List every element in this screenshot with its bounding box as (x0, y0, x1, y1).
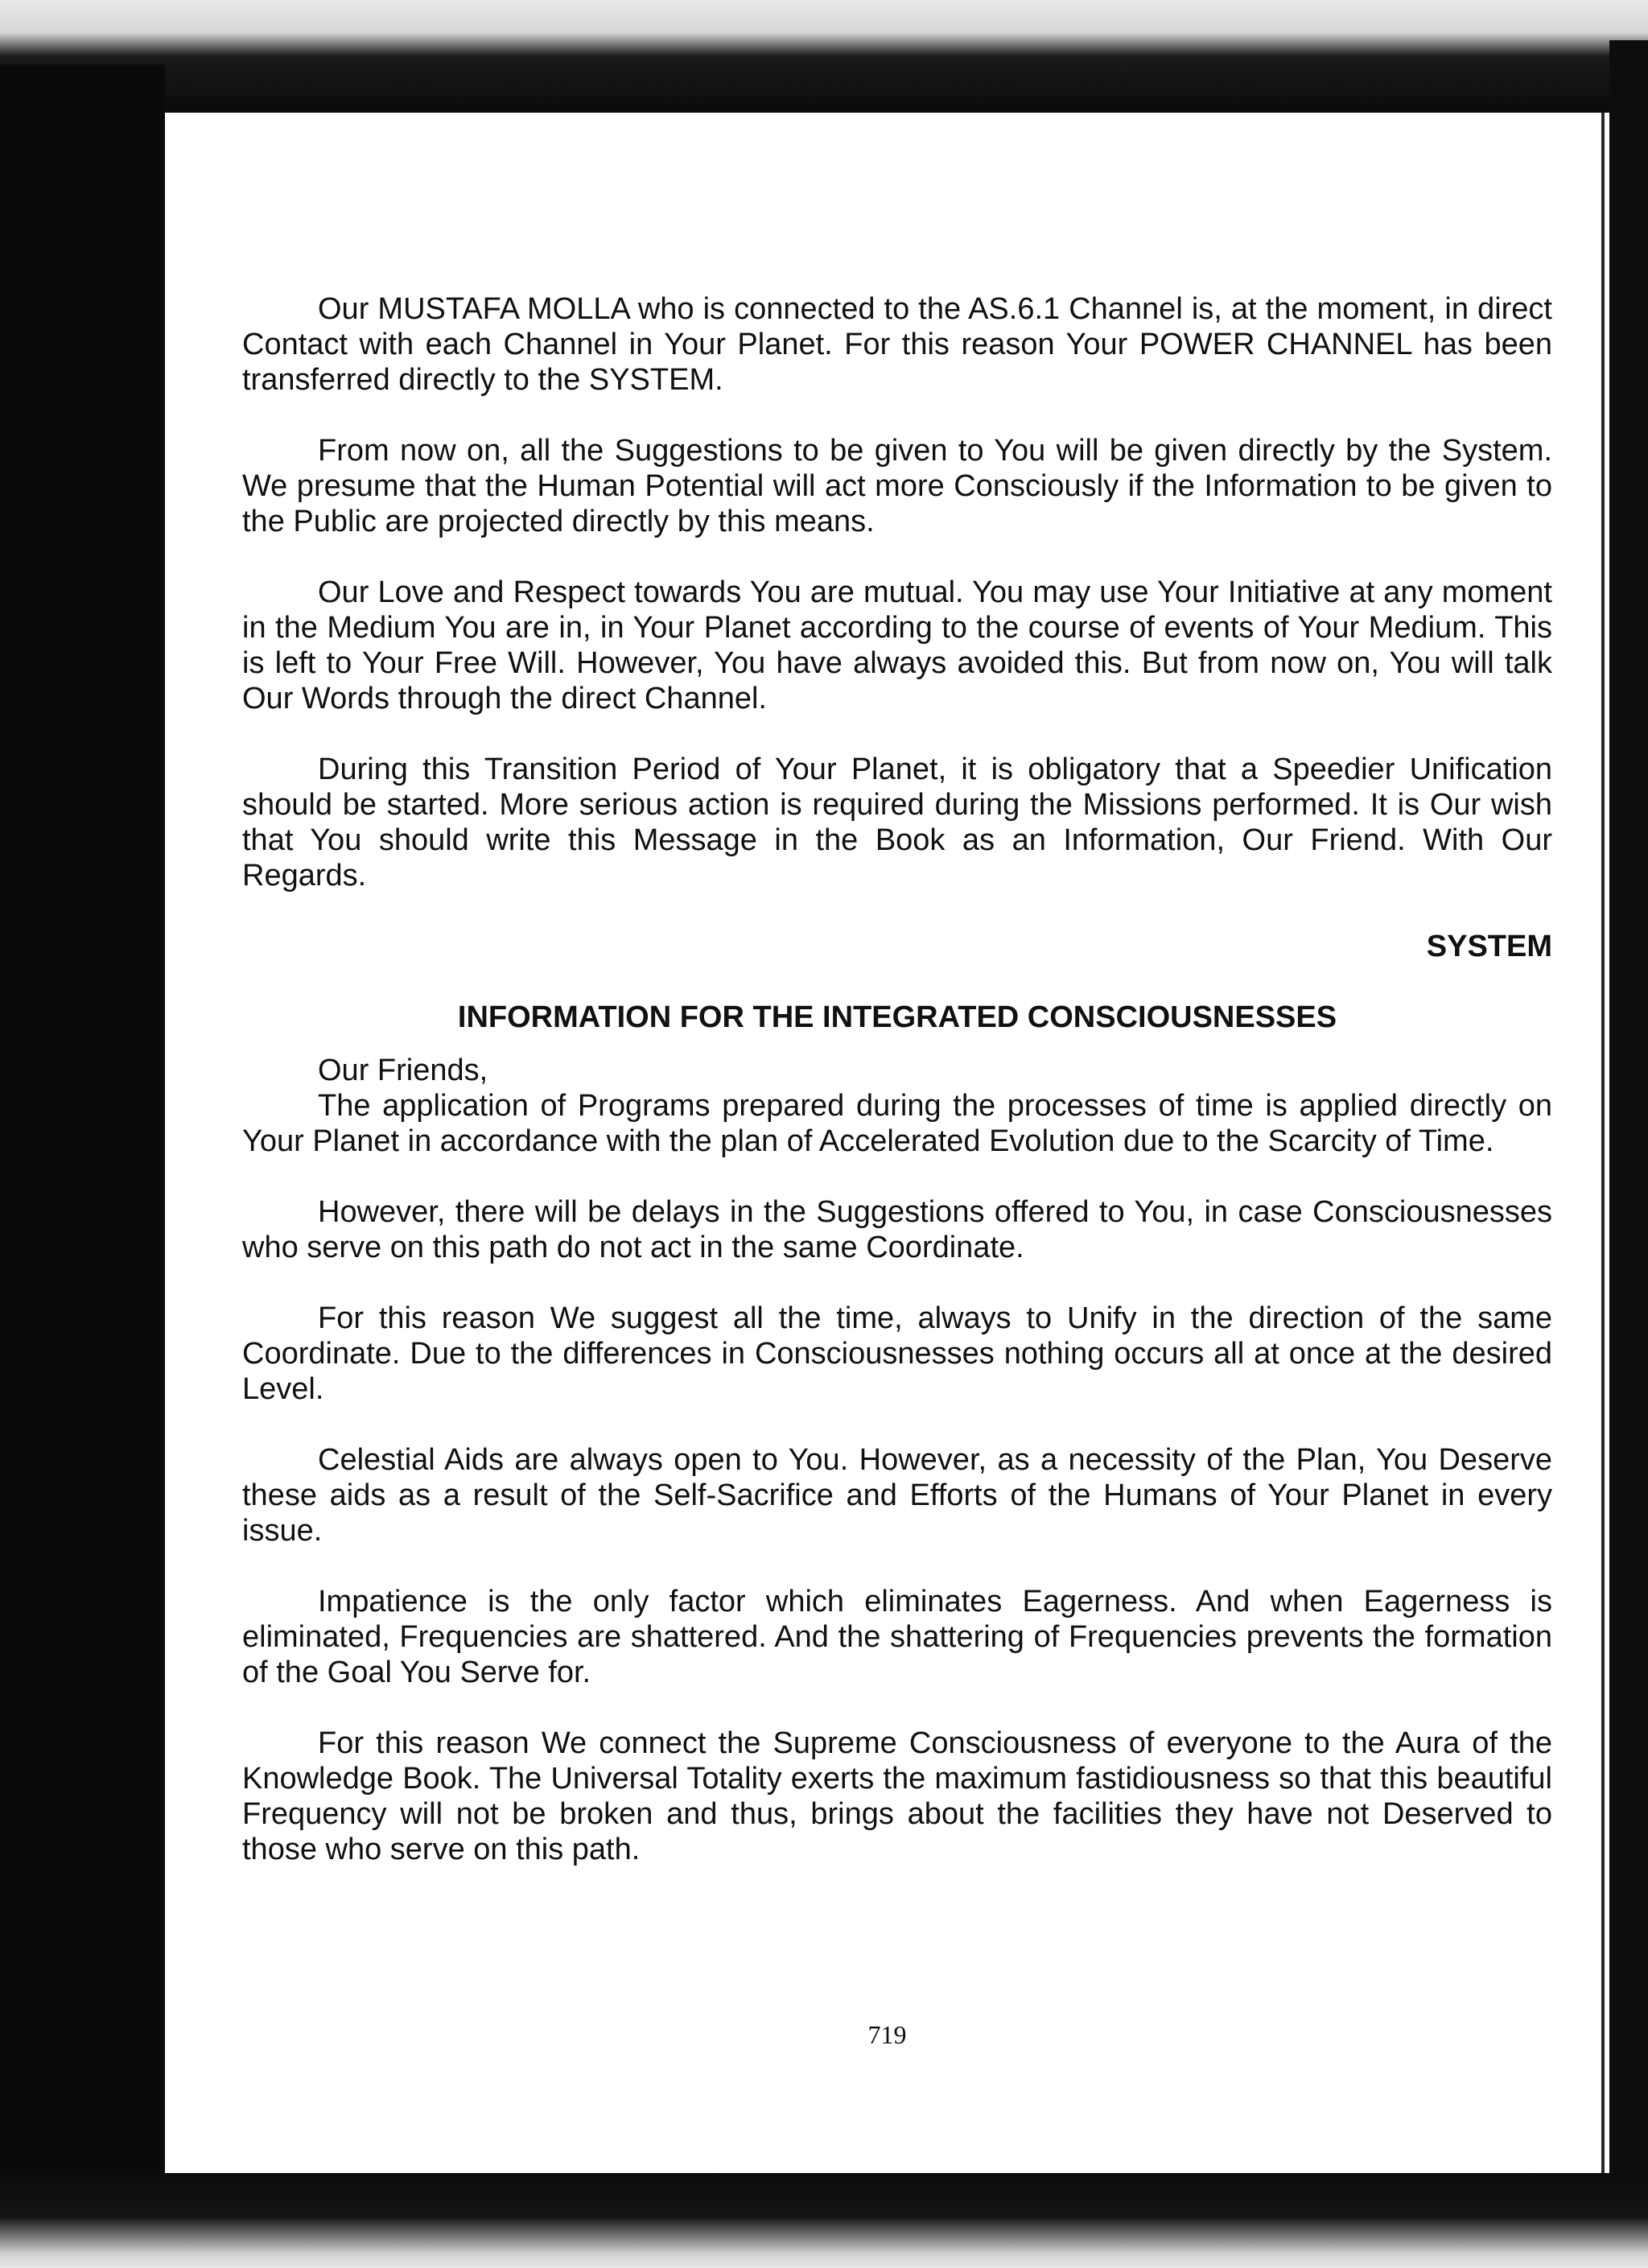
paragraph: Impatience is the only factor which eliminates Eagerness. And when Eagerness is eliminated, Frequencies are shattered. And the shattering of Frequencies prevents the formation of the Goal You Serve for. (242, 1585, 1552, 1689)
paragraph: Our MUSTAFA MOLLA who is connected to the AS.6.1 Channel is, at the moment, in direct Contact with each Channel in Your Planet. For this reason Your POWER CHANNEL has been transferred directly to the SYSTEM. (242, 292, 1552, 397)
paragraph: Celestial Aids are always open to You. However, as a necessity of the Plan, You Deserve these aids as a result of the Self-Sacrifice and Efforts of the Humans of Your Planet in every issue. (242, 1443, 1552, 1548)
paragraph: During this Transition Period of Your Planet, it is obligatory that a Speedier Unification should be started. More serious action is required during the Missions performed. It is Our wish that You should write this Message in the Book as an Information, Our Friend. With Our Regards. (242, 753, 1552, 893)
signature: SYSTEM (1426, 930, 1552, 963)
page-edge-line (1601, 113, 1605, 2173)
paragraph: However, there will be delays in the Suggestions offered to You, in case Consciousnesses who serve on this path do not act in the same Coordinate. (242, 1195, 1552, 1264)
paragraph: Our Love and Respect towards You are mutual. You may use Your Initiative at any moment in the Medium You are in, in Your Planet according to the course of events of Your Medium. This is left to Your Free Will. However, You have always avoided this. But from now on, You will talk Our Words through the direct Channel. (242, 575, 1552, 715)
scan-bottom-border (0, 2173, 1648, 2268)
section-heading: INFORMATION FOR THE INTEGRATED CONSCIOUSNESSES (457, 1000, 1337, 1034)
paragraph: For this reason We suggest all the time, always to Unify in the direction of the same Coordinate. Due to the differences in Consciousnesses nothing occurs all at once at the desired Level. (242, 1301, 1552, 1406)
page-text (242, 291, 1552, 1903)
paragraph: For this reason We connect the Supreme Consciousness of everyone to the Aura of the Knowledge Book. The Universal Totality exerts the maximum fastidiousness so that this beautiful Frequency will not be broken and thus, brings about the facilities they have not Deserved to those who serve on this path. (242, 1726, 1552, 1866)
greeting: Our Friends, (318, 1054, 488, 1087)
paragraph: The application of Programs prepared during the processes of time is applied directly on Your Planet in accordance with the plan of Accelerated Evolution due to the Scarcity of Time. (242, 1089, 1552, 1158)
paragraph: From now on, all the Suggestions to be given to You will be given directly by the System. We presume that the Human Potential will act more Consciously if the Information to be given to the Public are projected directly by this means. (242, 434, 1552, 538)
page-number: 719 (867, 2020, 907, 2049)
scan-right-border (1609, 40, 1648, 2213)
scan-left-border (0, 64, 165, 2237)
book-page (165, 113, 1609, 2173)
scan-top-border (0, 0, 1648, 113)
